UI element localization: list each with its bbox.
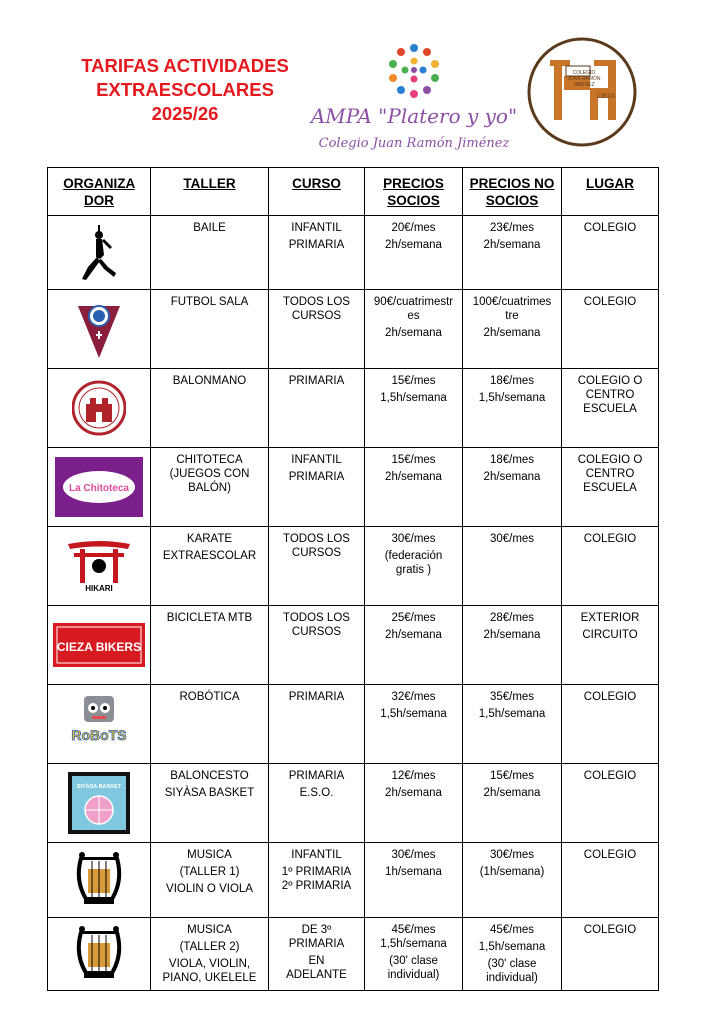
precio-no-socios-cell: 30€/mes (1h/semana) (463, 843, 562, 918)
precio-socios-cell: 25€/mes 2h/semana (365, 606, 463, 685)
tarifas-table (47, 167, 659, 991)
lugar-cell: COLEGIO (562, 918, 659, 991)
ampa-children-circle-logo (384, 40, 444, 100)
header-taller: TALLER (151, 168, 269, 216)
curso-cell: TODOS LOS CURSOS (269, 527, 365, 606)
table-row (48, 527, 659, 606)
header-precios-no-socios: PRECIOS NO SOCIOS (463, 168, 562, 216)
curso-cell: INFANTIL PRIMARIA (269, 448, 365, 527)
club-logo-line-2: JUAN RAMÓN (567, 76, 601, 82)
club-logo-city: CIEZA (597, 94, 615, 100)
page-title (40, 54, 330, 126)
lugar-cell: COLEGIO (562, 216, 659, 290)
precio-no-socios-cell: 18€/mes 1,5h/semana (463, 369, 562, 448)
robots-logo-text: RoBoTS (71, 727, 127, 743)
taller-cell: BAILE (151, 216, 269, 290)
taller-cell: KARATE EXTRAESCOLAR (151, 527, 269, 606)
curso-cell: INFANTIL 1º PRIMARIA 2º PRIMARIA (269, 843, 365, 918)
taller-cell: ROBÓTICA (151, 685, 269, 764)
header-precios-socios: PRECIOS SOCIOS (365, 168, 463, 216)
ampa-school-name: Colegio Juan Ramón Jiménez (318, 136, 510, 151)
precio-no-socios-cell: 100€/cuatrimes tre 2h/semana (463, 290, 562, 369)
precio-no-socios-cell: 35€/mes 1,5h/semana (463, 685, 562, 764)
table-row (48, 764, 659, 843)
hikari-logo-text: HIKARI (85, 584, 113, 593)
curso-cell: DE 3º PRIMARIA EN ADELANTE (269, 918, 365, 991)
precio-no-socios-cell: 23€/mes 2h/semana (463, 216, 562, 290)
chitoteca-logo-text: La Chitoteca (68, 483, 130, 494)
hikari-torii-logo (66, 536, 132, 596)
precio-socios-cell: 30€/mes 1h/semana (365, 843, 463, 918)
precio-no-socios-cell: 30€/mes (463, 527, 562, 606)
taller-cell: FUTBOL SALA (151, 290, 269, 369)
curso-cell: TODOS LOS CURSOS (269, 290, 365, 369)
dancer-icon (76, 223, 122, 283)
table-row (48, 290, 659, 369)
table-row (48, 685, 659, 764)
organizer-logo-cell (48, 606, 151, 685)
organizer-logo-cell (48, 685, 151, 764)
ampa-name: AMPA "Platero y yo" (310, 104, 518, 128)
club-logo-line-1: COLEGIO (572, 70, 596, 76)
curso-cell: TODOS LOS CURSOS (269, 606, 365, 685)
table-row (48, 918, 659, 991)
la-chitoteca-logo (55, 457, 143, 517)
header-organizador: ORGANIZA DOR (48, 168, 151, 216)
organizer-logo-cell (48, 764, 151, 843)
taller-cell: MUSICA (TALLER 2) VIOLA, VIOLIN, PIANO, UKELELE (151, 918, 269, 991)
precio-socios-cell: 20€/mes 2h/semana (365, 216, 463, 290)
taller-cell: BALONCESTO SIYÀSA BASKET (151, 764, 269, 843)
lugar-cell: COLEGIO (562, 527, 659, 606)
taller-cell: BALONMANO (151, 369, 269, 448)
organizer-logo-cell (48, 527, 151, 606)
taller-cell: BICICLETA MTB (151, 606, 269, 685)
lyre-music-logo (72, 923, 126, 985)
precio-socios-cell: 15€/mes 1,5h/semana (365, 369, 463, 448)
precio-socios-cell: 15€/mes 2h/semana (365, 448, 463, 527)
organizer-logo-cell (48, 369, 151, 448)
lugar-cell: COLEGIO (562, 843, 659, 918)
table-row (48, 843, 659, 918)
siyasa-logo-text: SIYÀSA BASKET (76, 784, 122, 790)
lugar-cell: COLEGIO (562, 685, 659, 764)
title-line-1: TARIFAS ACTIVIDADES (81, 55, 289, 76)
taller-cell: CHITOTECA (JUEGOS CON BALÓN) (151, 448, 269, 527)
precio-socios-cell: 45€/mes 1,5h/semana (30' clase individual) (365, 918, 463, 991)
precio-no-socios-cell: 45€/mes 1,5h/semana (30' clase individual) (463, 918, 562, 991)
lugar-cell: EXTERIOR CIRCUITO (562, 606, 659, 685)
organizer-logo-cell (48, 216, 151, 290)
organizer-logo-cell (48, 290, 151, 369)
precio-no-socios-cell: 28€/mes 2h/semana (463, 606, 562, 685)
precio-socios-cell: 30€/mes (federación gratis ) (365, 527, 463, 606)
curso-cell: PRIMARIA E.S.O. (269, 764, 365, 843)
lugar-cell: COLEGIO (562, 290, 659, 369)
cieza-bikers-logo-text: CIEZA BIKERS (56, 640, 142, 654)
table-row (48, 369, 659, 448)
header-lugar: LUGAR (562, 168, 659, 216)
precio-no-socios-cell: 18€/mes 2h/semana (463, 448, 562, 527)
taller-cell: MUSICA (TALLER 1) VIOLIN O VIOLA (151, 843, 269, 918)
organizer-logo-cell (48, 843, 151, 918)
balonmano-cieza-logo (72, 378, 126, 438)
table-row (48, 448, 659, 527)
header-curso: CURSO (269, 168, 365, 216)
precio-no-socios-cell: 15€/mes 2h/semana (463, 764, 562, 843)
curso-cell: PRIMARIA (269, 685, 365, 764)
curso-cell: INFANTIL PRIMARIA (269, 216, 365, 290)
siyasa-basket-logo (68, 772, 130, 834)
table-header-row (48, 168, 659, 216)
organizer-logo-cell (48, 448, 151, 527)
organizer-logo-cell (48, 918, 151, 991)
title-line-3: 2025/26 (151, 103, 219, 124)
club-logo-line-3: JIMÉNEZ (573, 82, 595, 88)
title-line-2: EXTRAESCOLARES (96, 79, 274, 100)
precio-socios-cell: 32€/mes 1,5h/semana (365, 685, 463, 764)
cieza-bikers-logo (53, 623, 145, 667)
club-lyre-logo (526, 36, 638, 148)
table-row (48, 216, 659, 290)
lugar-cell: COLEGIO O CENTRO ESCUELA (562, 369, 659, 448)
lugar-cell: COLEGIO (562, 764, 659, 843)
lugar-cell: COLEGIO O CENTRO ESCUELA (562, 448, 659, 527)
robots-logo (64, 692, 134, 756)
lyre-music-logo (72, 849, 126, 911)
futsal-shield-logo (76, 298, 122, 360)
precio-socios-cell: 12€/mes 2h/semana (365, 764, 463, 843)
table-row (48, 606, 659, 685)
curso-cell: PRIMARIA (269, 369, 365, 448)
precio-socios-cell: 90€/cuatrimestr es 2h/semana (365, 290, 463, 369)
